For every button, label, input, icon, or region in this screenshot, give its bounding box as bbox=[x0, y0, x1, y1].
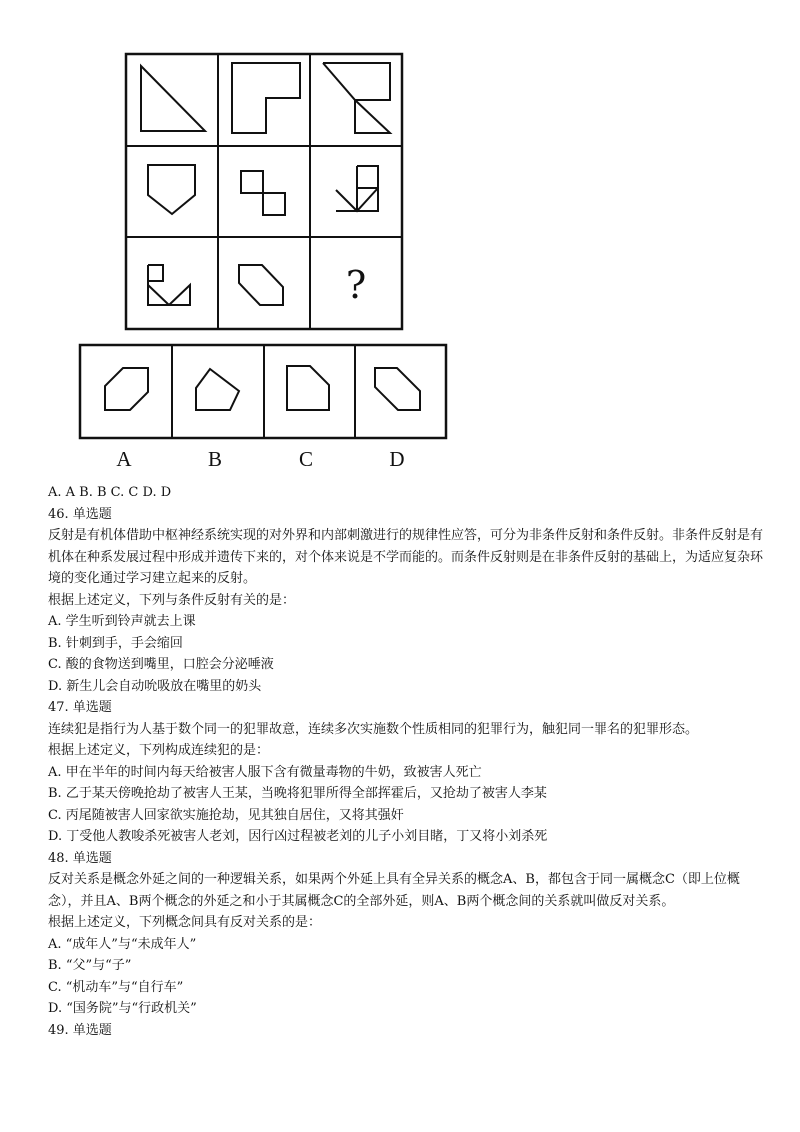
figure-reasoning-puzzle bbox=[0, 0, 800, 480]
option-label-a: A bbox=[116, 447, 132, 471]
option-b-shape bbox=[196, 369, 239, 410]
q49-number: 49. 单选题 bbox=[48, 1022, 112, 1038]
cell-3-2-octagon-shape bbox=[239, 265, 283, 305]
q46-option-d: D. 新生儿会自动吮吸放在嘴里的奶头 bbox=[48, 678, 262, 694]
q46-prompt: 根据上述定义，下列与条件反射有关的是： bbox=[48, 592, 296, 608]
q47-option-d: D. 丁受他人教唆杀死被害人老刘，因行凶过程被老刘的儿子小刘目睹，丁又将小刘杀死 bbox=[48, 829, 548, 844]
q47-option-a: A. 甲在半年的时间内每天给被害人服下含有微量毒物的牛奶，致被害人死亡 bbox=[48, 764, 482, 780]
cell-1-2-l-shape bbox=[232, 63, 300, 133]
q46-option-b: B. 针刺到手，手会缩回 bbox=[48, 635, 183, 651]
option-label-d: D bbox=[389, 447, 405, 471]
q48-option-a: A. “成年人”与“未成年人” bbox=[48, 936, 197, 952]
question-text-body bbox=[48, 482, 768, 1041]
option-label-c: C bbox=[298, 447, 314, 471]
cell-2-2-squares-shape bbox=[241, 171, 285, 215]
cell-2-3-composite-shape bbox=[336, 166, 378, 211]
cell-2-1-pentagon-shape bbox=[148, 165, 195, 214]
q46-number: 46. 单选题 bbox=[48, 506, 112, 522]
q46-stem: 反射是有机体借助中枢神经系统实现的对外界和内部刺激进行的规律性应答，可分为非条件反射和条件反射。非条件反射是有机体在种系发展过程中形成并遗传下来的，对个体来说是不学而能的。而条件反射则是在非条件反射的基础上，为适应复杂环境的变化通过学习建立起来的反射。 bbox=[48, 528, 764, 586]
q46-option-a: A. 学生听到铃声就去上课 bbox=[48, 614, 196, 629]
cell-3-1-composite-shape bbox=[148, 265, 190, 305]
q47-stem: 连续犯是指行为人基于数个同一的犯罪故意，连续多次实施数个性质相同的犯罪行为，触犯同一罪名的犯罪形态。 bbox=[48, 721, 699, 737]
q48-stem: 反对关系是概念外延之间的一种逻辑关系，如果两个外延上具有全异关系的概念A、B，都包含于同一属概念C（即上位概念），并且A、B两个概念的外延之和小于其属概念C的全部外延，则A、B两个概念间的关系就叫做反对关系。 bbox=[48, 872, 740, 909]
q47-option-b: B. 乙于某天傍晚抢劫了被害人王某，当晚将犯罪所得全部挥霍后，又抢劫了被害人李某 bbox=[48, 786, 547, 801]
cell-1-1-triangle-shape bbox=[141, 66, 205, 131]
q48-number: 48. 单选题 bbox=[48, 850, 112, 866]
option-a-shape bbox=[105, 368, 148, 410]
q48-option-c: C. “机动车”与“自行车” bbox=[48, 979, 184, 995]
q47-prompt: 根据上述定义，下列构成连续犯的是： bbox=[48, 743, 270, 758]
cell-1-3-composite-shape bbox=[323, 63, 390, 133]
puzzle-answer-options: A. A B. B C. C D. D bbox=[48, 485, 172, 500]
option-d-shape bbox=[375, 368, 420, 410]
q48-option-b: B. “父”与“子” bbox=[48, 958, 132, 973]
q48-option-d: D. “国务院”与“行政机关” bbox=[48, 1001, 197, 1016]
q47-number: 47. 单选题 bbox=[48, 700, 112, 715]
q46-option-c: C. 酸的食物送到嘴里，口腔会分泌唾液 bbox=[48, 657, 274, 672]
option-label-b: B bbox=[207, 447, 223, 471]
option-c-shape bbox=[287, 366, 329, 410]
q48-prompt: 根据上述定义，下列概念间具有反对关系的是： bbox=[48, 915, 322, 930]
question-mark: ? bbox=[345, 263, 367, 307]
q47-option-c: C. 丙尾随被害人回家欲实施抢劫，见其独自居住，又将其强奸 bbox=[48, 807, 404, 823]
